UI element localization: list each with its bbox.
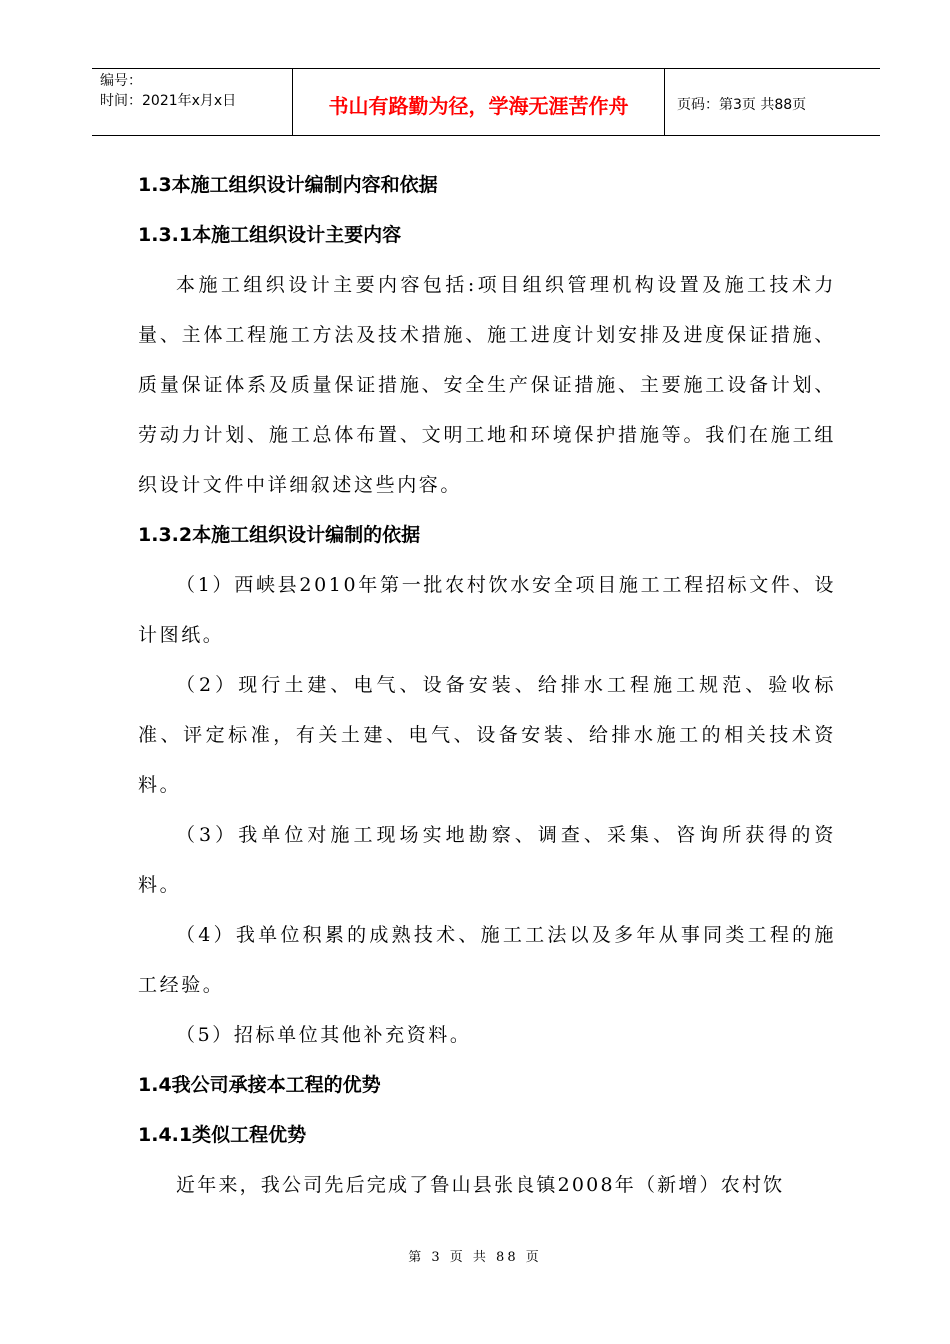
serial-number-label: 编号：	[100, 73, 142, 89]
basis-item-4: （4）我单位积累的成熟技术、施工工法以及多年从事同类工程的施工经验。	[138, 924, 836, 996]
section-heading-1-4: 1.4我公司承接本工程的优势	[138, 1074, 381, 1096]
basis-item-3: （3）我单位对施工现场实地勘察、调查、采集、咨询所获得的资料。	[138, 824, 836, 896]
header-meta-cell	[92, 69, 293, 135]
basis-item-5: （5）招标单位其他补充资料。	[176, 1024, 472, 1046]
section-heading-1-3: 1.3本施工组织设计编制内容和依据	[138, 174, 438, 196]
page-footer: 第 3 页 共 88 页	[408, 1250, 542, 1265]
paragraph-similar-projects: 近年来，我公司先后完成了鲁山县张良镇2008年（新增）农村饮	[176, 1174, 785, 1196]
time-label: 时间：2021年x月x日	[100, 93, 237, 109]
document-body	[138, 160, 836, 1210]
page-header	[92, 68, 880, 136]
basis-item-2: （2）现行土建、电气、设备安装、给排水工程施工规范、验收标准、评定标准，有关土建、电气、设备安装、给排水施工的相关技术资料。	[138, 674, 836, 796]
paragraph-main-content: 本施工组织设计主要内容包括:项目组织管理机构设置及施工技术力量、主体工程施工方法及技术措施、施工进度计划安排及进度保证措施、质量保证体系及质量保证措施、安全生产保证措施、主要施工设备计划、劳动力计划、施工总体布置、文明工地和环境保护措施等。我们在施工组织设计文件中详细叙述这些内容。	[138, 274, 836, 496]
header-motto: 书山有路勤为径，学海无涯苦作舟	[293, 69, 665, 135]
section-heading-1-4-1: 1.4.1类似工程优势	[138, 1124, 307, 1146]
section-heading-1-3-1: 1.3.1本施工组织设计主要内容	[138, 224, 402, 246]
basis-item-1: （1）西峡县2010年第一批农村饮水安全项目施工工程招标文件、设计图纸。	[138, 574, 836, 646]
header-page-info: 页码：第3页 共88页	[677, 97, 807, 113]
section-heading-1-3-2: 1.3.2本施工组织设计编制的依据	[138, 524, 421, 546]
